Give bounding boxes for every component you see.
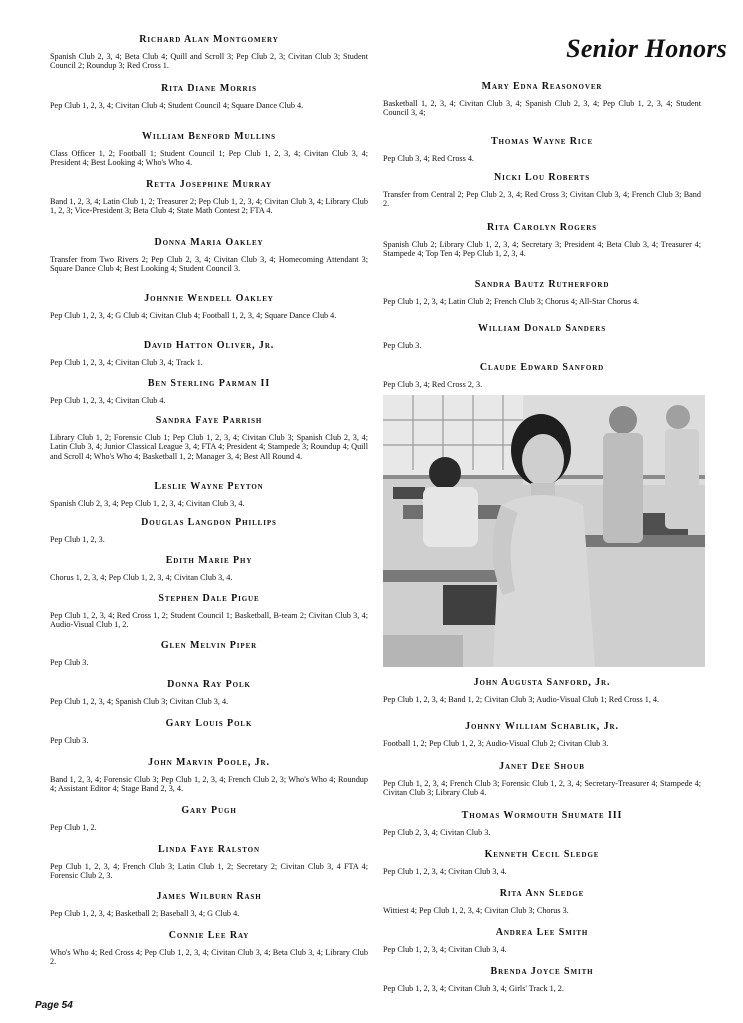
typing-class-photo	[383, 395, 705, 667]
senior-name: Sandra Faye Parrish	[155, 415, 263, 426]
senior-activities: Pep Club 1, 2, 3, 4; Civitan Club 4; Student Council 4; Square Dance Club 4.	[50, 101, 304, 110]
senior-name: Rita Ann Sledge	[499, 888, 585, 899]
senior-entry	[50, 718, 368, 757]
senior-entry	[383, 323, 701, 362]
typing-class-photo-image	[383, 395, 705, 667]
senior-activities: Football 1, 2; Pep Club 1, 2, 3; Audio-Visual Club 2; Civitan Club 3.	[383, 739, 609, 748]
senior-activities: Pep Club 3, 4; Red Cross 4.	[383, 154, 474, 163]
senior-entry	[50, 340, 368, 378]
senior-entry	[383, 721, 701, 761]
senior-name: Brenda Joyce Smith	[490, 966, 594, 977]
senior-entry	[383, 677, 701, 721]
senior-activities: Spanish Club 2, 3, 4; Pep Club 1, 2, 3, 4; Civitan Club 3, 4.	[50, 499, 245, 508]
senior-activities: Pep Club 1, 2, 3, 4; Civitan Club 3, 4.	[383, 945, 507, 954]
senior-activities: Who's Who 4; Red Cross 4; Pep Club 1, 2, 3, 4; Civitan Club 3, 4; Beta Club 3, 4; Library Club 2.	[50, 948, 368, 967]
senior-activities: Pep Club 1, 2, 3.	[50, 535, 105, 544]
senior-activities: Band 1, 2, 3, 4; Latin Club 1, 2; Treasurer 2; Pep Club 1, 2, 3, 4; Civitan Club 3, 4; Library Club 1, 2, 3; Vice-President 3; Beta Club 4; State Math Contest 2; FTA 4.	[50, 197, 368, 216]
senior-entry	[383, 927, 701, 966]
senior-entry	[383, 279, 701, 323]
senior-entry	[50, 131, 368, 179]
senior-entry	[50, 640, 368, 679]
senior-name: Stephen Dale Pigue	[158, 593, 260, 604]
senior-entry	[383, 966, 701, 993]
senior-entry	[383, 362, 701, 389]
senior-entry	[50, 83, 368, 131]
senior-activities: Transfer from Two Rivers 2; Pep Club 2, 3, 4; Civitan Club 3, 4; Homecoming Attendant 3; Square Dance Club 4; Best Looking 4; Student Council 3.	[50, 255, 368, 274]
senior-entry	[50, 679, 368, 718]
senior-name: Johnny William Schablik, Jr.	[465, 721, 619, 732]
senior-entry	[383, 222, 701, 279]
senior-name: Rita Carolyn Rogers	[487, 222, 597, 233]
senior-activities: Band 1, 2, 3, 4; Forensic Club 3; Pep Club 1, 2, 3, 4; French Club 2, 3; Who's Who 4; Roundup 4; Assistant Editor 4; Stage Band 2, 3, 4.	[50, 775, 368, 794]
senior-name: Connie Lee Ray	[168, 930, 250, 941]
senior-name: David Hatton Oliver, Jr.	[143, 340, 275, 351]
senior-activities: Class Officer 1, 2; Football 1; Student Council 1; Pep Club 1, 2, 3, 4; Civitan Club 3, 4; President 4; Best Looking 4; Who's Who 4.	[50, 149, 368, 168]
senior-name: Donna Ray Polk	[167, 679, 251, 690]
senior-entry	[50, 593, 368, 640]
senior-name: Nicki Lou Roberts	[493, 172, 590, 183]
senior-name: Leslie Wayne Peyton	[154, 481, 264, 492]
senior-entry	[383, 761, 701, 810]
senior-activities: Pep Club 1, 2, 3, 4; Latin Club 2; French Club 3; Chorus 4; All-Star Chorus 4.	[383, 297, 640, 306]
senior-entry	[383, 136, 701, 172]
senior-name: John Marvin Poole, Jr.	[148, 757, 270, 768]
senior-activities: Pep Club 1, 2, 3, 4; Basketball 2; Baseball 3, 4; G Club 4.	[50, 909, 240, 918]
senior-name: Mary Edna Reasonover	[481, 81, 603, 92]
senior-activities: Pep Club 1, 2, 3, 4; Civitan Club 3, 4.	[383, 867, 507, 876]
senior-name: Gary Louis Polk	[165, 718, 253, 729]
senior-activities: Basketball 1, 2, 3, 4; Civitan Club 3, 4; Spanish Club 2, 3, 4; Pep Club 1, 2, 3, 4; Student Council 3, 4;	[383, 99, 701, 118]
senior-name: Douglas Langdon Phillips	[141, 517, 277, 528]
senior-entry	[50, 555, 368, 593]
senior-name: William Donald Sanders	[477, 323, 607, 334]
senior-activities: Pep Club 1, 2, 3, 4; French Club 3; Forensic Club 1, 2, 3, 4; Secretary-Treasurer 4; Stampede 4; Civitan Club 3; Library Club 4.	[383, 779, 701, 798]
senior-name: Glen Melvin Piper	[160, 640, 258, 651]
right-column-top	[383, 81, 701, 389]
page-number: Page 54	[35, 1000, 73, 1011]
senior-name: Thomas Wayne Rice	[490, 136, 594, 147]
senior-activities: Wittiest 4; Pep Club 1, 2, 3, 4; Civitan Club 3; Chorus 3.	[383, 906, 569, 915]
senior-name: Kenneth Cecil Sledge	[484, 849, 600, 860]
senior-entry	[383, 172, 701, 222]
page-title: Senior Honors	[566, 34, 727, 63]
senior-entry	[50, 415, 368, 481]
senior-activities: Pep Club 1, 2, 3, 4; Civitan Club 3, 4; Girls' Track 1, 2.	[383, 984, 564, 993]
senior-entry	[50, 293, 368, 340]
senior-activities: Pep Club 3, 4; Red Cross 2, 3.	[383, 380, 483, 389]
senior-entry	[383, 81, 701, 136]
senior-name: Sandra Bautz Rutherford	[474, 279, 610, 290]
senior-entry	[383, 810, 701, 849]
senior-activities: Pep Club 1, 2, 3, 4; Civitan Club 3, 4; Track 1.	[50, 358, 203, 367]
senior-name: James Wilburn Rash	[156, 891, 262, 902]
senior-name: Ben Sterling Parman II	[147, 378, 271, 389]
senior-activities: Spanish Club 2, 3, 4; Beta Club 4; Quill and Scroll 3; Pep Club 2, 3; Civitan Club 3; Student Council 2; Roundup 3; Red Cross 1.	[50, 52, 368, 71]
senior-name: John Augusta Sanford, Jr.	[473, 677, 611, 688]
senior-name: Gary Pugh	[181, 805, 237, 816]
senior-entry	[50, 481, 368, 517]
senior-entry	[383, 888, 701, 927]
senior-name: Andrea Lee Smith	[495, 927, 589, 938]
senior-activities: Spanish Club 2; Library Club 1, 2, 3, 4; Secretary 3; President 4; Beta Club 3, 4; Treasurer 4; Stampede 4; Top Ten 4; Pep Club 1, 2, 3, 4.	[383, 240, 701, 259]
senior-activities: Chorus 1, 2, 3, 4; Pep Club 1, 2, 3, 4; Civitan Club 3, 4.	[50, 573, 233, 582]
senior-name: Claude Edward Sanford	[479, 362, 605, 373]
senior-name: Rita Diane Morris	[161, 83, 257, 94]
senior-name: Richard Alan Montgomery	[139, 34, 279, 45]
senior-activities: Library Club 1, 2; Forensic Club 1; Pep Club 1, 2, 3, 4; Civitan Club 3; Spanish Club 2, 3, 4; Latin Club 3, 4; Junior Classical League 3, 4; FTA 4; President 4; Stampede 3; Roundup 4; Quill and Scroll 4; Who's Who 4; Basketball 1, 2; Manager 3, 4; Best All Round 4.	[50, 433, 368, 461]
senior-name: Janet Dee Shoub	[499, 761, 585, 772]
senior-activities: Pep Club 1, 2, 3, 4; G Club 4; Civitan Club 4; Football 1, 2, 3, 4; Square Dance Club 4.	[50, 311, 337, 320]
senior-entry	[383, 849, 701, 888]
senior-activities: Pep Club 1, 2, 3, 4; French Club 3; Latin Club 1, 2; Secretary 2; Civitan Club 3, 4 FTA 4; Forensic Club 2, 3.	[50, 862, 368, 881]
senior-entry	[50, 34, 368, 83]
senior-entry	[50, 930, 368, 967]
senior-name: Retta Josephine Murray	[146, 179, 272, 190]
senior-entry	[50, 517, 368, 555]
senior-name: Edith Marie Phy	[165, 555, 253, 566]
senior-entry	[50, 237, 368, 293]
senior-name: Thomas Wormouth Shumate III	[461, 810, 623, 821]
senior-entry	[50, 844, 368, 891]
senior-entry	[50, 179, 368, 237]
left-column	[50, 34, 368, 967]
senior-activities: Transfer from Central 2; Pep Club 2, 3, 4; Red Cross 3; Civitan Club 3, 4; French Club 3; Band 2.	[383, 190, 701, 209]
senior-name: Johnnie Wendell Oakley	[144, 293, 274, 304]
senior-activities: Pep Club 1, 2, 3, 4; Red Cross 1, 2; Student Council 1; Basketball, B-team 2; Civitan Club 3, 4; Audio-Visual Club 1, 2.	[50, 611, 368, 630]
senior-activities: Pep Club 3.	[383, 341, 422, 350]
senior-activities: Pep Club 3.	[50, 736, 89, 745]
senior-entry	[50, 757, 368, 805]
senior-name: Linda Faye Ralston	[158, 844, 260, 855]
senior-activities: Pep Club 1, 2.	[50, 823, 97, 832]
senior-name: William Benford Mullins	[142, 131, 276, 142]
senior-activities: Pep Club 1, 2, 3, 4; Spanish Club 3; Civitan Club 3, 4.	[50, 697, 229, 706]
senior-name: Donna Maria Oakley	[154, 237, 264, 248]
senior-entry	[50, 378, 368, 415]
senior-activities: Pep Club 2, 3, 4; Civitan Club 3.	[383, 828, 491, 837]
senior-activities: Pep Club 1, 2, 3, 4; Band 1, 2; Civitan Club 3; Audio-Visual Club 1; Red Cross 1, 4.	[383, 695, 660, 704]
senior-activities: Pep Club 1, 2, 3, 4; Civitan Club 4.	[50, 396, 166, 405]
right-column-bottom	[383, 677, 701, 993]
senior-activities: Pep Club 3.	[50, 658, 89, 667]
senior-entry	[50, 805, 368, 844]
senior-entry	[50, 891, 368, 930]
